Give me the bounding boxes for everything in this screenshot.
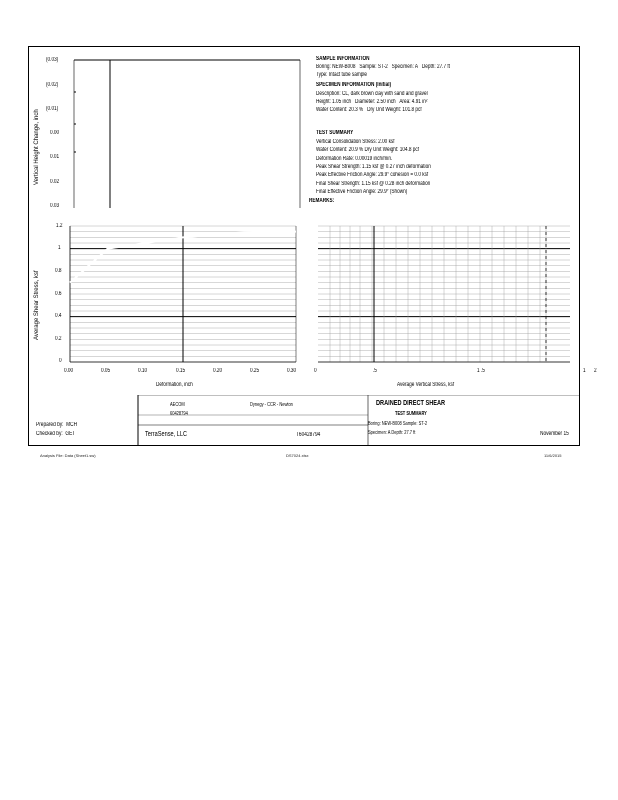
test-summary-line-3: Peak Shear Strength: 1.15 ksf @ 0.27 inch deformation	[316, 164, 431, 170]
left-ytick-5: 0.2	[55, 336, 62, 342]
failure-envelope-chart	[316, 220, 572, 380]
test-summary-line-0: Vertical Consolidation Stress: 2.00 ksf	[316, 139, 395, 145]
sample-info-heading: SAMPLE INFORMATION	[316, 56, 370, 62]
left-xtick-3: 0.15	[176, 368, 186, 374]
client-number: 60428794	[170, 411, 188, 417]
sample-type-line: Type: Intact tube sample	[316, 72, 368, 78]
shear-stress-chart	[56, 220, 306, 380]
test-summary-line-5: Final Shear Strength: 1.15 ksf @ 0.28 inch deformation	[316, 181, 431, 187]
test-summary-heading: TEST SUMMARY	[316, 130, 354, 136]
client-name: AECOM	[170, 402, 185, 408]
specimen-water-line: Water Content: 20.3 % Dry Unit Weight: 101.8 pcf	[316, 107, 422, 113]
left-xtick-4: 0.20	[213, 368, 223, 374]
right-xtick-3: 1	[583, 368, 586, 374]
right-xtick-2: 1 .5	[477, 368, 485, 374]
left-ytick-2: 0.8	[55, 268, 62, 274]
left-xtick-6: 0.30	[287, 368, 297, 374]
left-xtick-1: 0.05	[101, 368, 111, 374]
vc-tick-6: 0.03	[50, 203, 60, 209]
left-ylabel: Average Shear Stress, ksf	[34, 270, 40, 340]
specimen-description-line: Description: CL, dark brown clay with sand and gravel	[316, 91, 428, 97]
lab-number: T60428794	[296, 432, 321, 438]
left-ytick-3: 0.6	[55, 291, 62, 297]
right-xtick-4: 2	[594, 368, 597, 374]
left-xtick-0: 0.00	[64, 368, 74, 374]
report-title: DRAINED DIRECT SHEAR	[376, 400, 446, 407]
test-summary-line-1: Water Content: 20.9 % Dry Unit Weight: 104.8 pcf	[316, 147, 420, 153]
test-summary-line-4: Peak Effective Friction Angle: 29.9° cohesion = 0.0 ksf	[316, 172, 429, 178]
title-specimen-line: Specimen: A Depth: 27.7 ft	[368, 430, 416, 436]
specimen-dimensions-line: Height: 1.05 inch Diameter: 2.50 inch Area: 4.91 in²	[316, 99, 428, 105]
prepared-by: Prepared by: MCH	[36, 422, 78, 428]
test-summary-line-6: Final Effective Friction Angle: 29.9° (Shown)	[316, 189, 408, 195]
left-xtick-5: 0.25	[250, 368, 260, 374]
right-xlabel: Average Vertical Stress, ksf	[397, 382, 455, 388]
report-subtitle: TEST SUMMARY	[395, 411, 427, 417]
vc-tick-1: (0.02)	[46, 82, 59, 88]
test-summary-line-2: Deformation Rate: 0.00019 inch/min.	[316, 156, 393, 162]
vc-tick-2: (0.01)	[46, 106, 59, 112]
footer-right: 11/6/2015	[544, 453, 562, 458]
footer-left: Analysis File: Data (Sheet1.sw)	[40, 453, 96, 458]
left-xlabel: Deformation, inch	[156, 382, 193, 388]
footer-center: DS7024.xlsx	[286, 453, 309, 458]
vc-tick-0: (0.03)	[46, 57, 59, 63]
title-boring-line: Boring: NEW-B008 Sample: ST-2	[368, 421, 428, 427]
right-xtick-0: 0	[314, 368, 317, 374]
lab-name: TerraSense, LLC	[145, 431, 188, 438]
remarks-label: REMARKS:	[309, 198, 335, 204]
left-xtick-2: 0.10	[138, 368, 148, 374]
specimen-info-heading: SPECIMEN INFORMATION (Initial)	[316, 82, 392, 88]
left-ytick-4: 0.4	[55, 313, 62, 319]
report-date: November 15	[540, 431, 569, 437]
vc-ylabel: Vertical Height Change, inch	[34, 109, 40, 185]
vertical-change-chart	[40, 52, 310, 212]
left-ytick-1: 1	[58, 245, 61, 251]
project-name: Dynegy - CCR - Newton	[250, 402, 293, 408]
right-xtick-1: .5	[373, 368, 377, 374]
left-ytick-6: 0	[59, 358, 62, 364]
vc-tick-4: 0.01	[50, 154, 60, 160]
vc-tick-3: 0.00	[50, 130, 60, 136]
title-block-lines	[28, 395, 580, 446]
left-ytick-0: 1.2	[56, 223, 63, 229]
sample-boring-line: Boring: NEW-B008 Sample: ST-2 Specimen: A Depth: 27.7 ft	[316, 64, 450, 70]
checked-by: Checked by: GET	[36, 431, 76, 437]
vc-tick-5: 0.02	[50, 179, 60, 185]
